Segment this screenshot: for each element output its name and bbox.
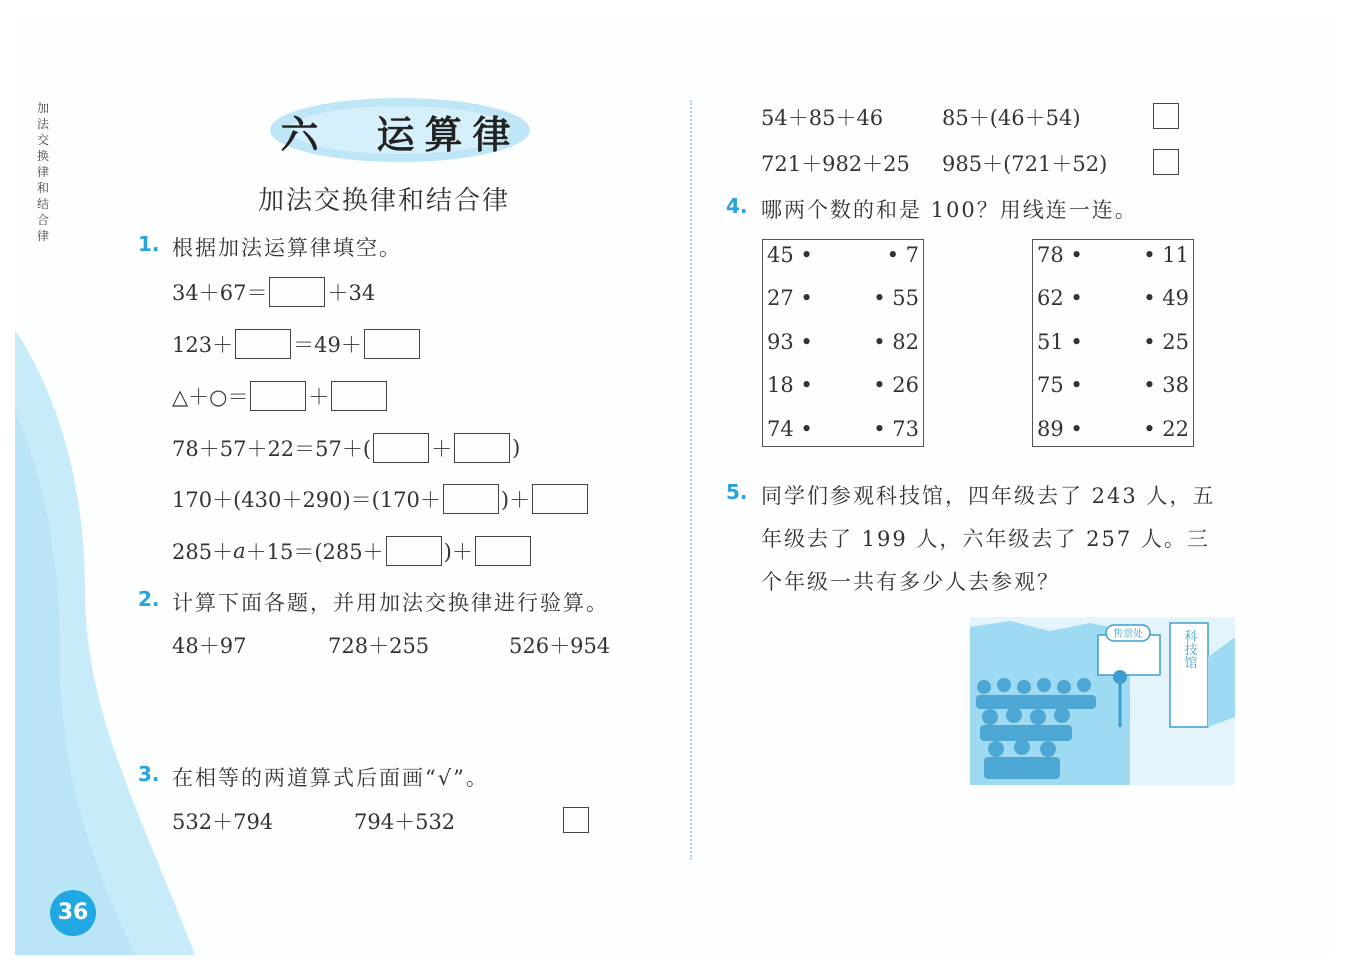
q1-line-5-text: 170＋(430＋290)＝(170＋ [172,488,441,512]
q1-line-6-text: ＋15＝(285＋ [245,540,384,564]
match-right-number[interactable]: 22 [1162,417,1189,441]
match-row: 74 • • 73 [767,417,919,441]
q3-expression-a: 54＋85＋46 [761,106,884,130]
match-right-number[interactable]: 7 [905,243,919,267]
q1-line-4-text: ) [512,436,521,460]
answer-box[interactable] [386,536,442,566]
q1-line-3 [172,381,389,411]
chapter-heading [268,94,533,166]
q1-number: 1. [138,232,160,256]
answer-box[interactable] [475,536,531,566]
match-row: 45 • • 7 [767,243,919,267]
match-row: 27 • • 55 [767,286,919,310]
match-right-number[interactable]: 73 [892,417,919,441]
chapter-title: 六 运算律 [280,112,521,157]
q3-expression-a: 721＋982＋25 [761,152,910,176]
q1-line-2-text: ＝49＋ [293,333,362,357]
q4-prompt: 哪两个数的和是 100？用线连一连。 [761,198,1138,222]
q1-line-1-text: 34＋67＝ [172,281,268,305]
match-left-number[interactable]: 75 [1037,373,1064,397]
q4-number: 4. [726,194,748,218]
q1-line-4 [172,433,520,463]
answer-box[interactable] [250,381,306,411]
q3-number: 3. [138,762,160,786]
match-right-number[interactable]: 25 [1162,330,1189,354]
page-number: 36 [50,890,96,936]
match-right-number[interactable]: 55 [892,286,919,310]
match-left-number[interactable]: 45 [767,243,794,267]
museum-queue-illustration [970,617,1235,785]
ticket-booth-label: 售票处 [1113,629,1143,640]
q5-text-line-3: 个年级一共有多少人去参观？ [761,570,1060,594]
q1-line-1 [172,277,375,307]
q3-prompt: 在相等的两道算式后面画“√”。 [172,766,489,790]
matching-group-2 [1032,239,1194,447]
q2-item: 728＋255 [328,634,430,658]
q1-line-3-text: ＋ [308,385,330,409]
variable-a: a [233,539,246,563]
q1-line-6-text: )＋ [443,540,473,564]
q1-line-2 [172,329,422,359]
answer-box[interactable] [532,484,588,514]
match-row: 78 • • 11 [1037,243,1189,267]
match-row: 75 • • 38 [1037,373,1189,397]
q5-text-line-1: 同学们参观科技馆，四年级去了 243 人，五 [761,484,1216,508]
q1-line-2-text: 123＋ [172,333,234,357]
q1-prompt: 根据加法运算律填空。 [172,236,402,260]
check-box[interactable] [563,807,589,833]
museum-sign-label: 科技馆 [1181,629,1197,669]
match-left-number[interactable]: 62 [1037,286,1064,310]
answer-box[interactable] [364,329,420,359]
match-right-number[interactable]: 26 [892,373,919,397]
match-row: 62 • • 49 [1037,286,1189,310]
q1-line-5 [172,484,590,514]
answer-box[interactable] [443,484,499,514]
q3-expression-b: 985＋(721＋52) [942,152,1108,176]
q1-line-4-text: ＋ [431,437,453,461]
check-box[interactable] [1153,103,1179,129]
match-right-number[interactable]: 38 [1162,373,1189,397]
q2-number: 2. [138,587,160,611]
side-running-title: 加 法 交 换 律 和 结 合 律 [36,101,49,243]
match-right-number[interactable]: 82 [892,330,919,354]
match-right-number[interactable]: 49 [1162,286,1189,310]
q3-expression-b: 85＋(46＋54) [942,106,1081,130]
section-subtitle: 加法交换律和结合律 [258,186,511,216]
answer-box[interactable] [331,381,387,411]
answer-box[interactable] [454,433,510,463]
match-row: 18 • • 26 [767,373,919,397]
q5-text-line-2: 年级去了 199 人，六年级去了 257 人。三 [761,527,1210,551]
q3-expression-a: 532＋794 [172,810,274,834]
matching-group-1 [762,239,924,447]
page-fold-divider [690,100,692,860]
q3-expression-b: 794＋532 [354,810,456,834]
match-row: 89 • • 22 [1037,417,1189,441]
q2-item: 48＋97 [172,634,247,658]
q1-line-4-text: 78＋57＋22＝57＋( [172,437,372,461]
match-left-number[interactable]: 74 [767,417,794,441]
q1-line-6 [172,536,533,566]
q5-number: 5. [726,480,748,504]
q1-line-6-text: 285＋ [172,540,234,564]
answer-box[interactable] [269,277,325,307]
match-left-number[interactable]: 78 [1037,243,1064,267]
check-box[interactable] [1153,149,1179,175]
match-left-number[interactable]: 27 [767,286,794,310]
match-left-number[interactable]: 18 [767,373,794,397]
match-row: 51 • • 25 [1037,330,1189,354]
match-row: 93 • • 82 [767,330,919,354]
match-left-number[interactable]: 51 [1037,330,1064,354]
q2-prompt: 计算下面各题，并用加法交换律进行验算。 [172,591,609,615]
match-left-number[interactable]: 93 [767,330,794,354]
match-left-number[interactable]: 89 [1037,417,1064,441]
q1-line-3-text: △＋○＝ [172,385,249,409]
q2-item: 526＋954 [509,634,611,658]
answer-box[interactable] [235,329,291,359]
q1-line-1-text: ＋34 [327,281,376,305]
match-right-number[interactable]: 11 [1162,243,1189,267]
answer-box[interactable] [373,433,429,463]
q1-line-5-text: )＋ [500,488,531,512]
